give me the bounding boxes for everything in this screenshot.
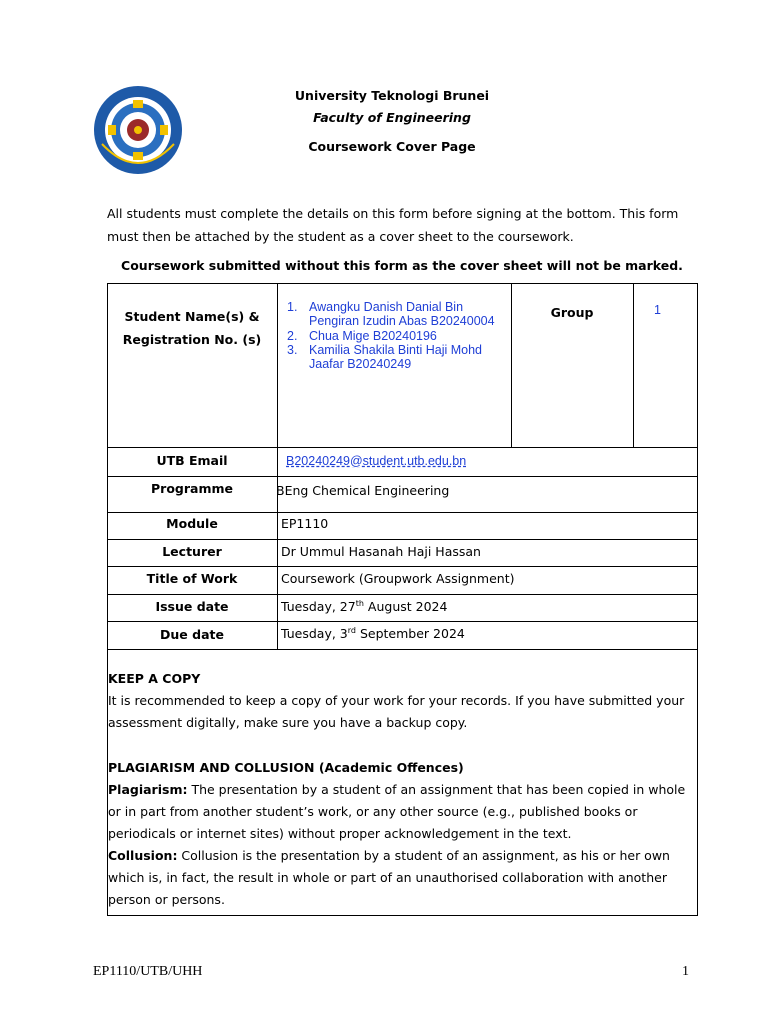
due-date-month: September 2024 xyxy=(356,626,465,641)
collusion-text: Collusion is the presentation by a student of an assignment, as his or her own which is, in fact, the result in whole or part of an unauthorised collaboration with another person or persons. xyxy=(108,848,670,908)
list-number: 2. xyxy=(287,328,298,343)
table-border xyxy=(107,476,697,477)
student-name: Kamilia Shakila Binti Haji Mohd Jaafar B20240249 xyxy=(309,342,482,372)
group-label: Group xyxy=(550,305,594,320)
plagiarism-text: The presentation by a student of an assignment that has been copied in whole or in part from another student’s work, or any other source (e.g., published books or periodicals or internet sites) without proper acknowledgement in the text. xyxy=(108,782,686,842)
keep-copy-heading: KEEP A COPY xyxy=(108,671,201,686)
title-of-work-label: Title of Work xyxy=(146,571,238,586)
university-logo xyxy=(88,84,188,176)
lecturer-value: Dr Ummul Hasanah Haji Hassan xyxy=(281,544,481,559)
issue-date-text: Tuesday, 27 xyxy=(281,599,356,614)
module-label: Module xyxy=(166,516,218,531)
programme-value: BEng Chemical Engineering xyxy=(276,483,450,498)
email-link[interactable]: B20240249@student.utb.edu.bn xyxy=(286,454,467,468)
list-item xyxy=(287,329,507,343)
plagiarism-paragraph xyxy=(108,779,698,846)
due-date-suffix: rd xyxy=(347,625,356,635)
group-value: 1 xyxy=(654,303,661,317)
footer-code: EP1110/UTB/UHH xyxy=(93,964,203,979)
table-border xyxy=(107,539,697,540)
faculty-name: Faculty of Engineering xyxy=(313,110,471,125)
student-name: Awangku Danish Danial Bin Pengiran Izudin Abas B20240004 xyxy=(309,300,495,329)
collusion-paragraph xyxy=(108,845,698,912)
table-border xyxy=(107,621,697,622)
student-list xyxy=(287,300,507,371)
list-item xyxy=(287,300,507,329)
table-border xyxy=(633,283,634,447)
title-of-work-value: Coursework (Groupwork Assignment) xyxy=(281,571,515,586)
page-number: 1 xyxy=(682,964,689,979)
collusion-label: Collusion: xyxy=(108,848,178,863)
due-date-value xyxy=(281,626,465,641)
table-border xyxy=(107,915,697,916)
table-border xyxy=(107,566,697,567)
issue-date-suffix: th xyxy=(355,598,364,608)
intro-text: All students must complete the details on this form before signing at the bottom. This form must then be attached by the student as a cover sheet to the coursework. xyxy=(107,206,679,244)
student-name: Chua Mige B20240196 xyxy=(309,328,437,343)
issue-date-month: August 2024 xyxy=(363,599,448,614)
warning-text: Coursework submitted without this form as the cover sheet will not be marked. xyxy=(121,258,683,273)
lecturer-label: Lecturer xyxy=(162,544,222,559)
keep-copy-text: It is recommended to keep a copy of your work for your records. If you have submitted your assessment digitally, make sure you have a backup copy. xyxy=(108,693,685,731)
table-border xyxy=(107,512,697,513)
list-number: 1. xyxy=(287,300,298,314)
due-date-label: Due date xyxy=(160,627,224,642)
issue-date-value xyxy=(281,599,447,614)
table-border xyxy=(107,447,697,448)
plagiarism-label: Plagiarism: xyxy=(108,782,188,797)
email-label: UTB Email xyxy=(156,453,228,468)
module-value: EP1110 xyxy=(281,516,329,531)
student-label-line2: Registration No. (s) xyxy=(122,332,262,347)
table-border xyxy=(107,594,697,595)
student-label-line1: Student Name(s) & xyxy=(124,309,260,324)
table-border xyxy=(107,283,697,284)
list-number: 3. xyxy=(287,342,298,357)
programme-label: Programme xyxy=(151,481,233,496)
due-date-text: Tuesday, 3 xyxy=(281,626,348,641)
university-name: University Teknologi Brunei xyxy=(294,88,490,103)
table-border xyxy=(107,649,697,650)
student-label xyxy=(107,305,277,351)
list-item xyxy=(287,343,507,372)
issue-date-label: Issue date xyxy=(155,599,229,614)
page-title: Coursework Cover Page xyxy=(308,139,476,154)
table-border xyxy=(277,283,278,650)
plagiarism-heading: PLAGIARISM AND COLLUSION (Academic Offences) xyxy=(108,760,464,775)
